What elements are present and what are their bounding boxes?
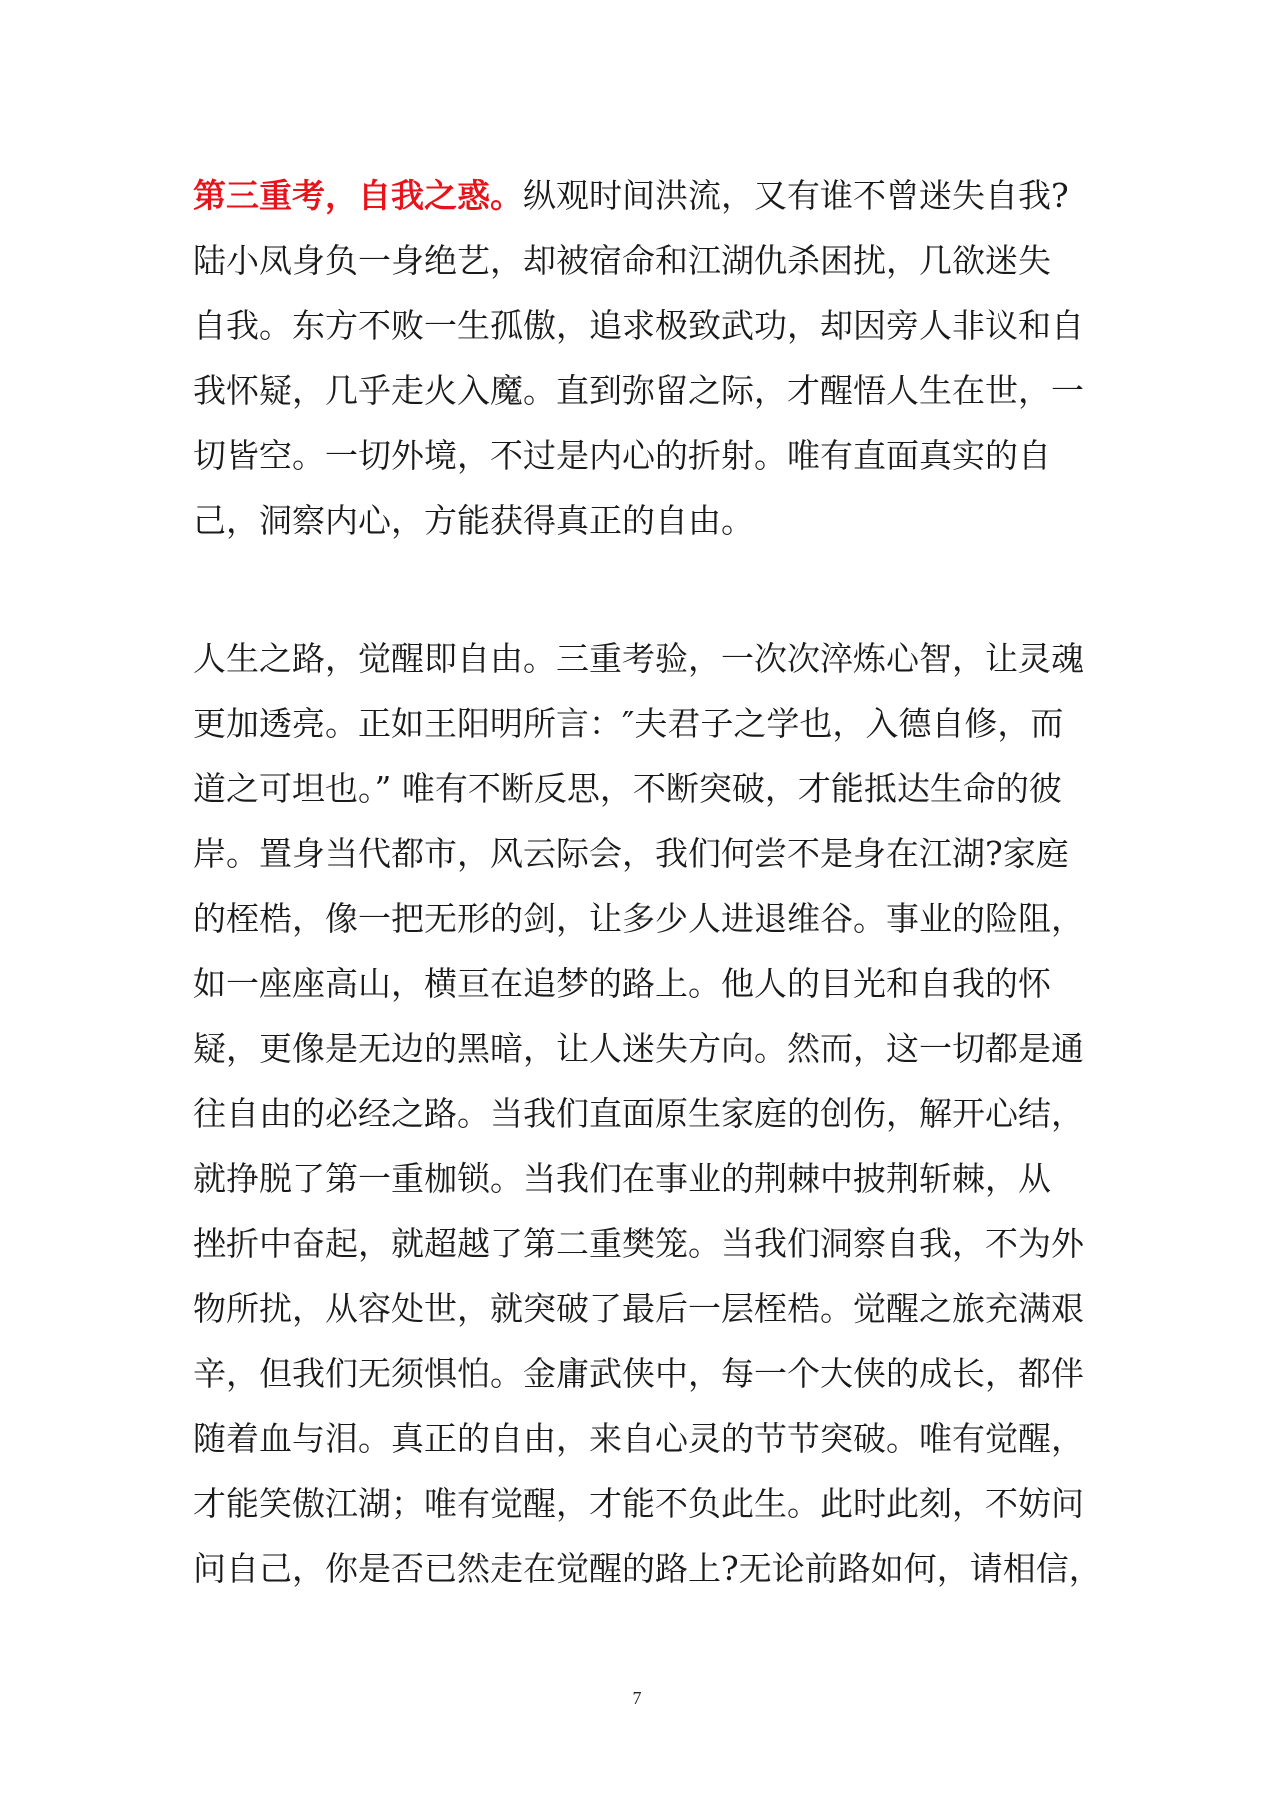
paragraph-line: 物所扰，从容处世，就突破了最后一层桎梏。觉醒之旅充满艰 (193, 1289, 1084, 1328)
paragraph-line: 往自由的必经之路。当我们直面原生家庭的创伤，解开心结， (193, 1094, 1084, 1133)
paragraph-line: 如一座座高山，横亘在追梦的路上。他人的目光和自我的怀 (193, 964, 1051, 1003)
paragraph-line: 问自己，你是否已然走在觉醒的路上?无论前路如何，请相信， (193, 1549, 1102, 1588)
paragraph-line: 更加透亮。正如王阳明所言：″夫君子之学也，入德自修，而 (193, 704, 1064, 743)
page-number: 7 (632, 1688, 642, 1708)
section-heading: 第三重考，自我之惑。 (193, 176, 523, 215)
paragraph-line: 岸。置身当代都市，风云际会，我们何尝不是身在江湖?家庭 (193, 834, 1069, 873)
paragraph-line: 己，洞察内心，方能获得真正的自由。 (193, 501, 754, 540)
paragraph-line: 我怀疑，几乎走火入魔。直到弥留之际，才醒悟人生在世，一 (193, 371, 1084, 410)
line-text: 纵观时间洪流，又有谁不曾迷失自我? (523, 176, 1069, 215)
paragraph-awakening (193, 626, 1102, 1601)
paragraph-line: 就挣脱了第一重枷锁。当我们在事业的荆棘中披荆斩棘，从 (193, 1159, 1051, 1198)
paragraph-line: 挫折中奋起，就超越了第二重樊笼。当我们洞察自我，不为外 (193, 1224, 1084, 1263)
paragraph-line: 随着血与泪。真正的自由，来自心灵的节节突破。唯有觉醒， (193, 1419, 1084, 1458)
paragraph-line: 的桎梏，像一把无形的剑，让多少人进退维谷。事业的险阻， (193, 899, 1084, 938)
paragraph-line: 陆小凤身负一身绝艺，却被宿命和江湖仇杀困扰，几欲迷失 (193, 241, 1051, 280)
paragraph-line: 辛，但我们无须惧怕。金庸武侠中，每一个大侠的成长，都伴 (193, 1354, 1084, 1393)
paragraph-line: 人生之路，觉醒即自由。三重考验，一次次淬炼心智，让灵魂 (193, 639, 1084, 678)
paragraph-line: 才能笑傲江湖；唯有觉醒，才能不负此生。此时此刻，不妨问 (193, 1484, 1084, 1523)
paragraph-line: 道之可坦也。” 唯有不断反思，不断突破，才能抵达生命的彼 (193, 769, 1062, 808)
paragraph-self-doubt (193, 163, 1093, 553)
paragraph-line (193, 163, 1093, 228)
paragraph-line: 切皆空。一切外境，不过是内心的折射。唯有直面真实的自 (193, 436, 1051, 475)
paragraph-line: 自我。东方不败一生孤傲，追求极致武功，却因旁人非议和自 (193, 306, 1084, 345)
paragraph-line: 疑，更像是无边的黑暗，让人迷失方向。然而，这一切都是通 (193, 1029, 1084, 1068)
